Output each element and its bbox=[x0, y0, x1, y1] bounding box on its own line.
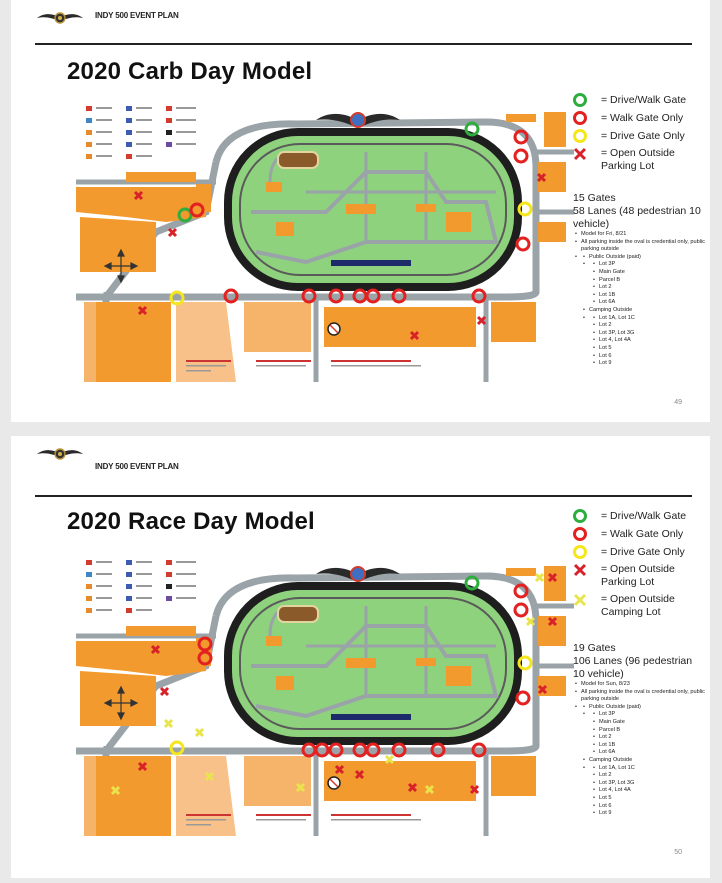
list-item: • Lot 3P, Lot 3G bbox=[591, 330, 705, 338]
page-title: 2020 Carb Day Model bbox=[67, 58, 313, 85]
list-item: • Lot 2 bbox=[591, 322, 705, 330]
legend-parking: = Open Outside Parking Lot bbox=[573, 146, 710, 176]
list-item: • Lot 1B bbox=[591, 292, 705, 300]
no-parking-sign-icon bbox=[328, 323, 340, 335]
red-ring-icon bbox=[573, 111, 587, 125]
yellow-cross-icon bbox=[573, 593, 587, 607]
list-item: • Parcel B bbox=[591, 277, 705, 285]
model-note: • Model for Sun, 8/23 bbox=[573, 681, 705, 689]
page-number: 50 bbox=[674, 849, 682, 856]
list-item: • • Lot 1A, Lot 1C bbox=[591, 765, 705, 773]
public-outside-label: • • Public Outside (paid) bbox=[581, 704, 705, 712]
plan-notes bbox=[573, 231, 705, 368]
list-item: • Lot 6A bbox=[591, 299, 705, 307]
list-item: • Lot 5 bbox=[591, 345, 705, 353]
list-item: • Main Gate bbox=[591, 269, 705, 277]
camping-outside-label: • Camping Outside bbox=[581, 307, 705, 315]
red-cross-icon bbox=[573, 563, 587, 577]
parking-note: • All parking inside the oval is credential only, public parking outside bbox=[573, 689, 705, 704]
yellow-ring-icon bbox=[573, 129, 587, 143]
list-item: • Parcel B bbox=[591, 727, 705, 735]
list-item: • Lot 2 bbox=[591, 772, 705, 780]
list-item: • Lot 9 bbox=[591, 810, 705, 818]
legend-parking: = Open Outside Parking Lot bbox=[573, 562, 710, 592]
yellow-ring-icon bbox=[573, 545, 587, 559]
list-item: • Lot 6A bbox=[591, 749, 705, 757]
list-item: • • Lot 3P bbox=[591, 711, 705, 719]
list-item: • • Lot 3P bbox=[591, 261, 705, 269]
red-cross-icon bbox=[573, 147, 587, 161]
model-note: • Model for Fri, 8/21 bbox=[573, 231, 705, 239]
green-ring-icon bbox=[573, 509, 587, 523]
page-number: 49 bbox=[674, 399, 682, 406]
red-ring-icon bbox=[573, 527, 587, 541]
list-item: • Lot 9 bbox=[591, 360, 705, 368]
plan-notes bbox=[573, 681, 705, 818]
gates-count: 15 Gates bbox=[573, 192, 616, 204]
legend-walk-only: = Walk Gate Only bbox=[573, 110, 710, 128]
gate-stats bbox=[573, 642, 703, 681]
gate-stats bbox=[573, 192, 703, 231]
header-rule bbox=[35, 43, 692, 45]
map-legend bbox=[573, 92, 710, 176]
legend-drive-walk: = Drive/Walk Gate bbox=[573, 92, 710, 110]
header-label: INDY 500 EVENT PLAN bbox=[95, 11, 179, 20]
parking-note: • All parking inside the oval is credential only, public parking outside bbox=[573, 239, 705, 254]
slide-race-day bbox=[11, 436, 710, 878]
legend-drive-walk: = Drive/Walk Gate bbox=[573, 508, 710, 526]
public-outside-label: • • Public Outside (paid) bbox=[581, 254, 705, 262]
legend-camping: = Open Outside Camping Lot bbox=[573, 592, 710, 622]
list-item: • Main Gate bbox=[591, 719, 705, 727]
slide-carb-day bbox=[11, 0, 710, 422]
list-item: • Lot 6 bbox=[591, 803, 705, 811]
camping-outside-label: • Camping Outside bbox=[581, 757, 705, 765]
list-item: • Lot 5 bbox=[591, 795, 705, 803]
green-ring-icon bbox=[573, 93, 587, 107]
legend-drive-only: = Drive Gate Only bbox=[573, 128, 710, 146]
map-legend bbox=[573, 508, 710, 622]
list-item: • Lot 2 bbox=[591, 284, 705, 292]
header-rule bbox=[35, 495, 692, 497]
list-item: • Lot 4, Lot 4A bbox=[591, 337, 705, 345]
list-item: • Lot 4, Lot 4A bbox=[591, 787, 705, 795]
list-item: • Lot 3P, Lot 3G bbox=[591, 780, 705, 788]
legend-walk-only: = Walk Gate Only bbox=[573, 526, 710, 544]
header-label: INDY 500 EVENT PLAN bbox=[95, 462, 179, 471]
list-item: • • Lot 1A, Lot 1C bbox=[591, 315, 705, 323]
lanes-count: 58 Lanes (48 pedestrian 10 vehicle) bbox=[573, 205, 701, 230]
lanes-count: 106 Lanes (96 pedestrian 10 vehicle) bbox=[573, 655, 693, 680]
speedway-map bbox=[66, 92, 574, 382]
legend-drive-only: = Drive Gate Only bbox=[573, 544, 710, 562]
page-title: 2020 Race Day Model bbox=[67, 508, 315, 535]
list-item: • Lot 1B bbox=[591, 742, 705, 750]
speedway-map bbox=[66, 546, 574, 836]
ims-logo-icon bbox=[35, 6, 85, 28]
list-item: • Lot 6 bbox=[591, 353, 705, 361]
gates-count: 19 Gates bbox=[573, 642, 616, 654]
list-item: • Lot 2 bbox=[591, 734, 705, 742]
no-parking-sign-icon bbox=[328, 777, 340, 789]
ims-logo-icon bbox=[35, 442, 85, 464]
